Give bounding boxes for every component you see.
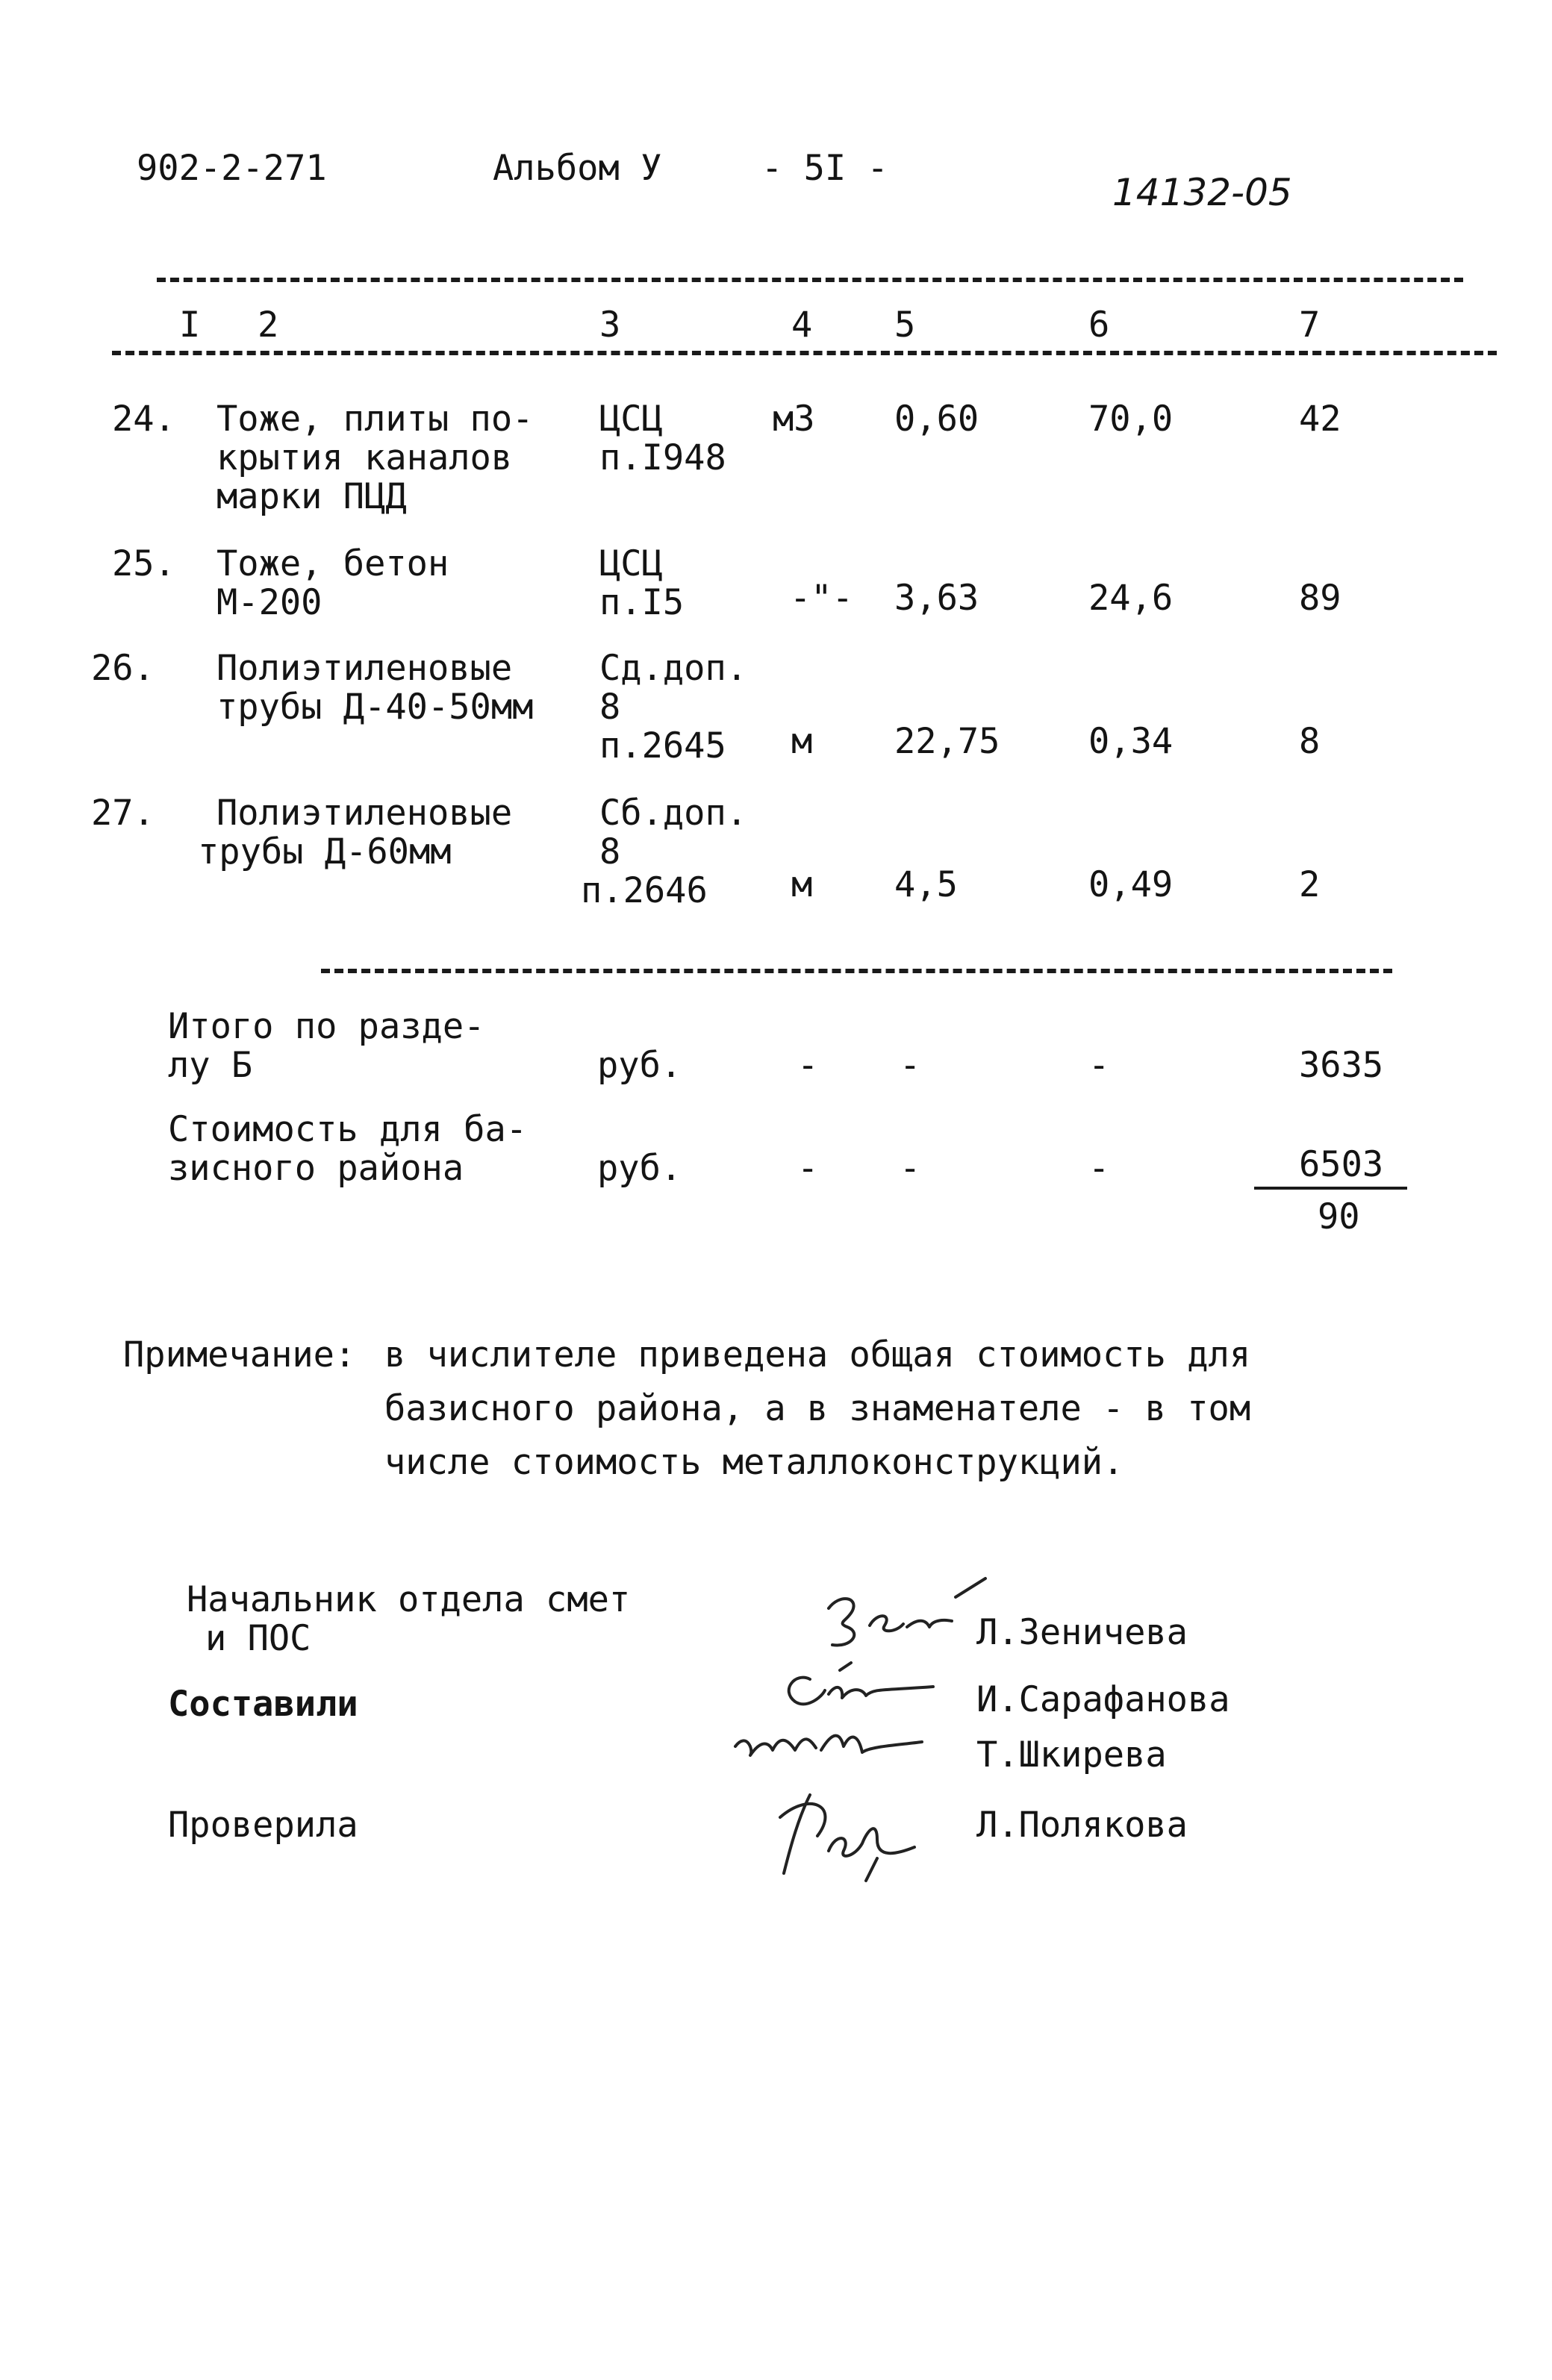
head-title: Начальник отдела смет и ПОС	[187, 1579, 631, 1659]
row-number: 24.	[112, 399, 175, 440]
row-cost: 42	[1299, 399, 1341, 440]
signature-zenicheva	[806, 1567, 1000, 1649]
row-unit: м3	[773, 399, 815, 440]
total-value: 3635	[1299, 1045, 1384, 1086]
page-number: - 5I -	[761, 148, 888, 189]
row-quantity: 3,63	[894, 578, 979, 619]
row-quantity: 0,60	[894, 399, 979, 440]
handwritten-code: 14132-05	[1112, 171, 1292, 214]
total-col5: -	[900, 1045, 921, 1086]
total-numerator: 6503	[1299, 1144, 1384, 1185]
note-line: в числителе приведена общая стоимость для	[384, 1334, 1251, 1375]
row-unit-price: 70,0	[1088, 399, 1174, 440]
column-header: 3	[599, 304, 621, 346]
compiled-name: И.Сарафанова	[976, 1679, 1230, 1720]
column-header: 2	[258, 304, 279, 346]
total-label: Стоимость для ба- зисного района	[168, 1109, 528, 1189]
note-label: Примечание:	[123, 1334, 356, 1375]
signature-polyakova	[765, 1776, 929, 1881]
total-label: Итого по разде- лу Б	[168, 1006, 485, 1086]
row-unit-price: 0,34	[1088, 721, 1174, 762]
row-number: 25.	[112, 543, 175, 584]
checked-label: Проверила	[168, 1805, 358, 1846]
row-unit-price: 0,49	[1088, 864, 1174, 905]
column-header: 4	[791, 304, 813, 346]
row-reference: ЦСЦ п.I5	[599, 543, 685, 623]
compiled-label: Составили	[168, 1684, 358, 1725]
row-number: 26.	[91, 648, 155, 689]
total-unit: руб.	[597, 1045, 682, 1086]
row-unit: м	[791, 721, 813, 762]
row-name: Тоже, плиты по- крытия каналов марки ПЦД	[216, 399, 534, 517]
signature-shkireva	[720, 1709, 929, 1776]
row-cost: 89	[1299, 578, 1341, 619]
row-name: Полиэтиленовые трубы Д-60мм	[198, 793, 513, 872]
row-quantity: 22,75	[894, 721, 1000, 762]
compiled-name: Т.Шкирева	[976, 1734, 1167, 1775]
total-col6: -	[1088, 1148, 1110, 1189]
row-number: 27.	[91, 793, 155, 834]
note-line: базисного района, а в знаменателе - в том	[384, 1388, 1251, 1429]
totals-rule	[321, 969, 1392, 973]
row-unit: м	[791, 864, 813, 905]
doc-number: 902-2-271	[137, 148, 327, 189]
table-top-rule	[157, 278, 1463, 282]
total-col4: -	[797, 1148, 819, 1189]
fraction-line	[1254, 1187, 1407, 1190]
row-reference: ЦСЦ п.I948	[599, 399, 726, 478]
checked-name: Л.Полякова	[976, 1805, 1188, 1846]
head-name: Л.Зеничева	[976, 1612, 1188, 1653]
row-cost: 8	[1299, 721, 1321, 762]
note-line: числе стоимость металлоконструкций.	[384, 1442, 1124, 1483]
row-unit-price: 24,6	[1088, 578, 1174, 619]
row-name: Тоже, бетон М-200	[216, 543, 449, 623]
row-reference: Сд.доп. 8 п.2645	[599, 648, 748, 766]
header-bottom-rule	[112, 351, 1497, 355]
column-header: 7	[1299, 304, 1321, 346]
total-col4: -	[797, 1045, 819, 1086]
row-unit: -"-	[790, 578, 853, 619]
row-quantity: 4,5	[894, 864, 958, 905]
column-header: 6	[1088, 304, 1110, 346]
total-unit: руб.	[597, 1148, 682, 1189]
row-name: Полиэтиленовые трубы Д-40-50мм	[216, 648, 534, 728]
column-header: I	[179, 304, 201, 346]
row-cost: 2	[1299, 864, 1321, 905]
total-col6: -	[1088, 1045, 1110, 1086]
column-header: 5	[894, 304, 916, 346]
row-reference: Сб.доп. 8 п.2646	[581, 793, 748, 911]
album-label: Альбом У	[493, 148, 662, 189]
total-col5: -	[900, 1148, 921, 1189]
total-denominator: 90	[1318, 1196, 1360, 1237]
